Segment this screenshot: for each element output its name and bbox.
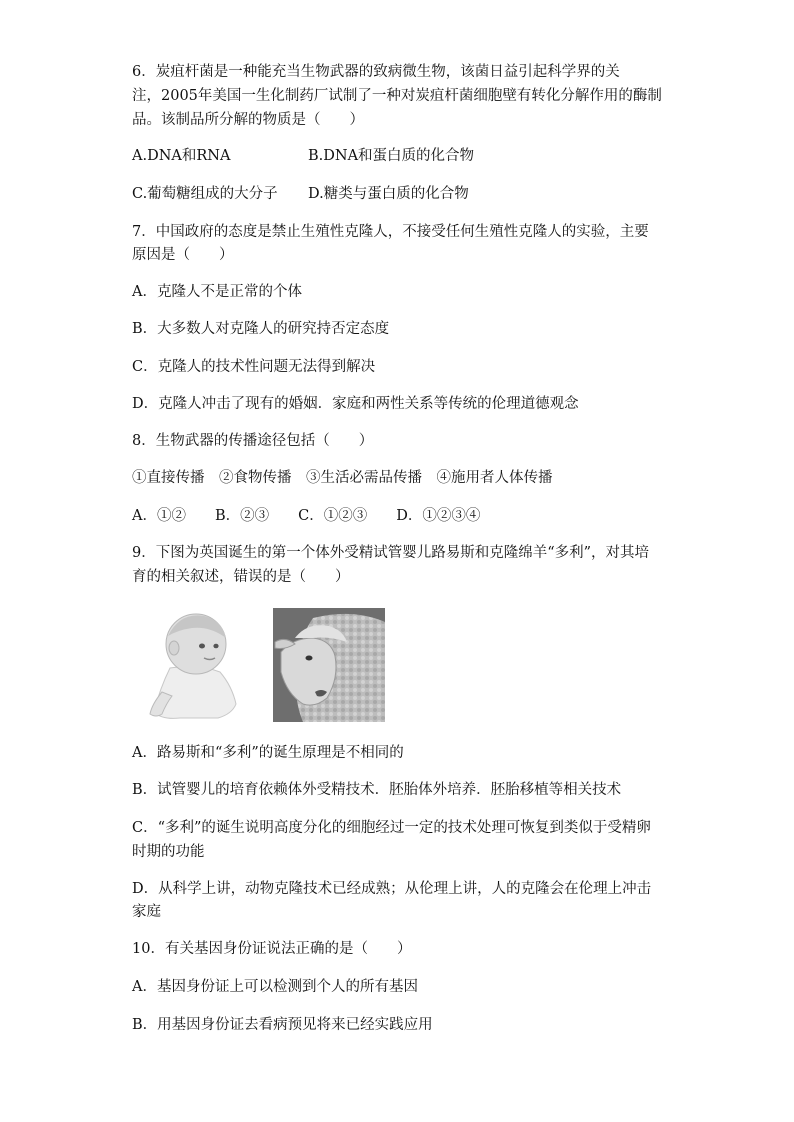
q9-option-c-line2: 时期的功能 <box>132 844 205 860</box>
q7-option-b: B．大多数人对克隆人的研究持否定态度 <box>132 321 390 337</box>
q7-option-d: D．克隆人冲击了现有的婚姻．家庭和两性关系等传统的伦理道德观念 <box>132 396 579 412</box>
q9-option-b: B．试管婴儿的培育依赖体外受精技术．胚胎体外培养．胚胎移植等相关技术 <box>132 782 622 798</box>
q6-stem-line3: 品。该制品所分解的物质是（ ） <box>132 112 364 128</box>
q6-stem-line2: 注，2005年美国一生化制药厂试制了一种对炭疽杆菌细胞壁有转化分解作用的酶制 <box>132 88 662 104</box>
q10-stem: 10．有关基因身份证说法正确的是（ ） <box>132 941 412 957</box>
q7-option-c: C．克隆人的技术性问题无法得到解决 <box>132 359 376 375</box>
q6-option-a: A.DNA和RNA <box>132 148 231 164</box>
q6-option-d: D.糖类与蛋白质的化合物 <box>308 186 469 202</box>
q7-stem-line1: 7．中国政府的态度是禁止生殖性克隆人，不接受任何生殖性克隆人的实验，主要 <box>132 224 649 240</box>
q9-option-d-line2: 家庭 <box>132 904 161 920</box>
sheep-photo <box>273 608 385 722</box>
q6-option-c: C.葡萄糖组成的大分子 <box>132 186 278 202</box>
q9-stem-line1: 9．下图为英国诞生的第一个体外受精试管婴儿路易斯和克隆绵羊“多利”，对其培 <box>132 545 650 561</box>
q7-option-a: A．克隆人不是正常的个体 <box>132 284 302 300</box>
q6-stem-line1: 6．炭疽杆菌是一种能充当生物武器的致病微生物，该菌日益引起科学界的关 <box>132 64 620 80</box>
q9-option-d-line1: D．从科学上讲，动物克隆技术已经成熟；从伦理上讲，人的克隆会在伦理上冲击 <box>132 881 652 897</box>
q8-options: A．①② B．②③ C．①②③ D．①②③④ <box>132 508 481 524</box>
q6-option-b: B.DNA和蛋白质的化合物 <box>308 148 475 164</box>
q8-stem: 8．生物武器的传播途径包括（ ） <box>132 433 374 449</box>
q8-items: ①直接传播 ②食物传播 ③生活必需品传播 ④施用者人体传播 <box>132 470 553 486</box>
q10-option-a: A．基因身份证上可以检测到个人的所有基因 <box>132 979 418 995</box>
baby-photo <box>140 608 250 722</box>
q9-option-a: A．路易斯和“多利”的诞生原理是不相同的 <box>132 745 404 761</box>
q9-stem-line2: 育的相关叙述，错误的是（ ） <box>132 569 350 585</box>
q7-stem-line2: 原因是（ ） <box>132 247 234 263</box>
q10-option-b: B．用基因身份证去看病预见将来已经实践应用 <box>132 1017 433 1033</box>
q9-option-c-line1: C．“多利”的诞生说明高度分化的细胞经过一定的技术处理可恢复到类似于受精卵 <box>132 820 651 836</box>
